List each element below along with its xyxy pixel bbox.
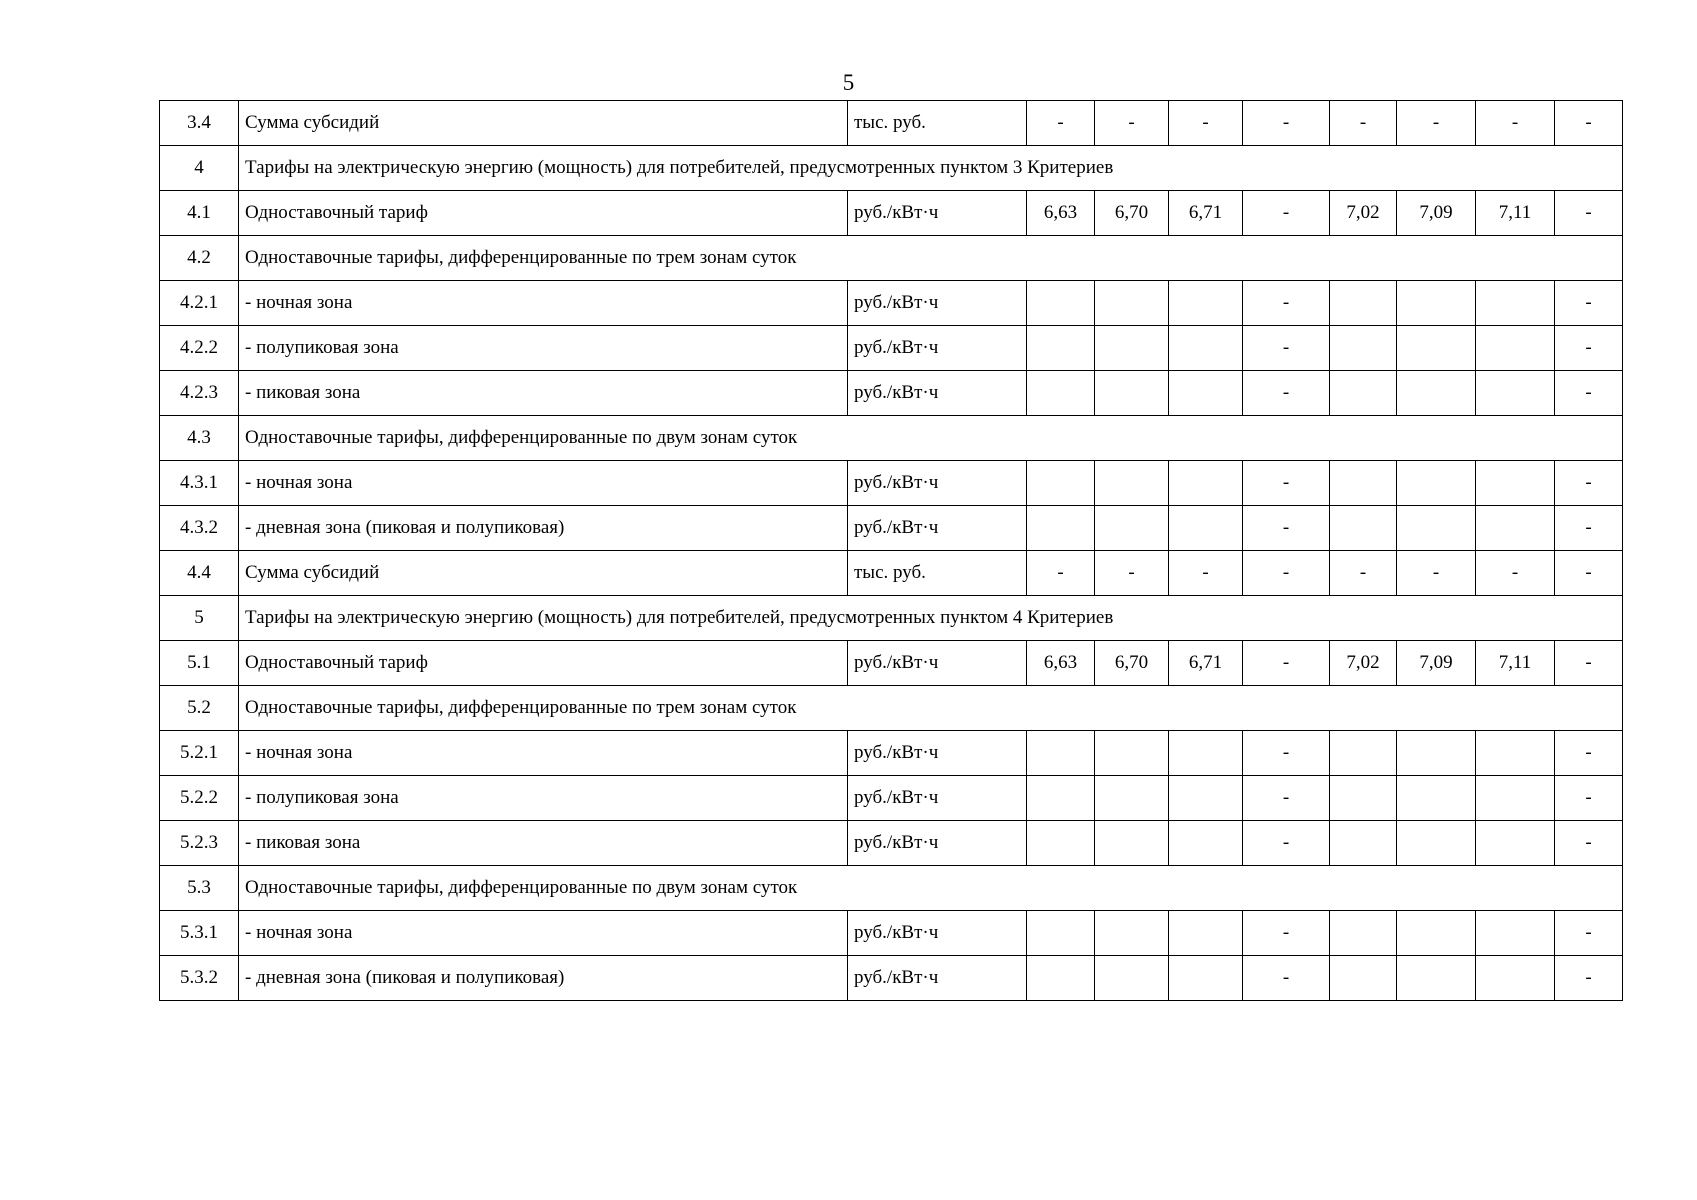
row-unit: руб./кВт·ч [848,731,1027,776]
row-name: - пиковая зона [239,371,848,416]
value-cell [1169,911,1243,956]
section-row [160,416,1623,461]
row-number: 4.2.1 [160,281,239,326]
row-name: - дневная зона (пиковая и полупиковая) [239,506,848,551]
row-name: - пиковая зона [239,821,848,866]
value-cell [1476,461,1555,506]
row-number: 5.2.3 [160,821,239,866]
value-cell [1095,461,1169,506]
value-cell: - [1555,821,1623,866]
row-number: 5.3 [160,866,239,911]
value-cell [1330,506,1397,551]
value-cell [1397,281,1476,326]
row-unit: руб./кВт·ч [848,641,1027,686]
value-cell: - [1330,551,1397,596]
row-number: 4.3 [160,416,239,461]
row-unit: руб./кВт·ч [848,191,1027,236]
value-cell [1095,911,1169,956]
value-cell: - [1027,551,1095,596]
value-cell: - [1243,461,1330,506]
value-cell [1027,371,1095,416]
value-cell: 6,63 [1027,191,1095,236]
section-title: Одноставочные тарифы, дифференцированные по двум зонам суток [239,416,1623,461]
row-number: 4.3.1 [160,461,239,506]
page-number-text: 5 [842,70,855,95]
value-cell [1027,821,1095,866]
value-cell [1476,821,1555,866]
value-cell: - [1169,551,1243,596]
row-unit: тыс. руб. [848,101,1027,146]
value-cell [1476,956,1555,1001]
row-number: 5.2 [160,686,239,731]
table-row [160,641,1623,686]
value-cell [1397,731,1476,776]
section-row [160,686,1623,731]
row-number: 5.2.2 [160,776,239,821]
row-name: - дневная зона (пиковая и полупиковая) [239,956,848,1001]
value-cell [1027,281,1095,326]
row-number: 5.2.1 [160,731,239,776]
row-unit: руб./кВт·ч [848,821,1027,866]
value-cell [1027,731,1095,776]
value-cell [1095,371,1169,416]
value-cell: - [1243,641,1330,686]
row-number: 5 [160,596,239,641]
value-cell: 7,09 [1397,191,1476,236]
row-unit: руб./кВт·ч [848,371,1027,416]
table-row [160,776,1623,821]
table-body [160,101,1623,1001]
table-row [160,551,1623,596]
row-name: Сумма субсидий [239,551,848,596]
value-cell: - [1555,776,1623,821]
table-row [160,731,1623,776]
value-cell: - [1243,326,1330,371]
page-number [0,70,1697,96]
table-row [160,956,1623,1001]
row-unit: руб./кВт·ч [848,326,1027,371]
value-cell: - [1555,551,1623,596]
row-name: - полупиковая зона [239,326,848,371]
value-cell [1169,731,1243,776]
value-cell [1027,956,1095,1001]
value-cell [1476,326,1555,371]
value-cell [1169,506,1243,551]
section-title: Одноставочные тарифы, дифференцированные по трем зонам суток [239,236,1623,281]
value-cell: - [1243,956,1330,1001]
value-cell [1476,281,1555,326]
value-cell: 7,09 [1397,641,1476,686]
row-unit: руб./кВт·ч [848,506,1027,551]
section-title: Одноставочные тарифы, дифференцированные по двум зонам суток [239,866,1623,911]
section-row [160,596,1623,641]
value-cell: - [1243,191,1330,236]
value-cell [1397,956,1476,1001]
row-unit: руб./кВт·ч [848,956,1027,1001]
value-cell [1397,506,1476,551]
value-cell [1330,911,1397,956]
value-cell: 6,71 [1169,191,1243,236]
value-cell: - [1476,101,1555,146]
value-cell: 6,71 [1169,641,1243,686]
row-name: - ночная зона [239,281,848,326]
value-cell [1169,776,1243,821]
value-cell [1476,776,1555,821]
value-cell: - [1243,506,1330,551]
value-cell [1027,326,1095,371]
table-row [160,191,1623,236]
value-cell: - [1095,101,1169,146]
value-cell [1397,326,1476,371]
value-cell [1169,371,1243,416]
value-cell: - [1555,731,1623,776]
section-title: Тарифы на электрическую энергию (мощность) для потребителей, предусмотренных пунктом 3 Критериев [239,146,1623,191]
table-row [160,281,1623,326]
value-cell: - [1243,371,1330,416]
section-row [160,146,1623,191]
value-cell: - [1555,371,1623,416]
value-cell: 6,70 [1095,641,1169,686]
row-unit: руб./кВт·ч [848,461,1027,506]
value-cell [1476,731,1555,776]
row-number: 5.3.2 [160,956,239,1001]
row-name: - ночная зона [239,911,848,956]
value-cell: - [1243,776,1330,821]
row-name: Сумма субсидий [239,101,848,146]
row-name: - ночная зона [239,461,848,506]
value-cell: - [1330,101,1397,146]
value-cell: - [1095,551,1169,596]
row-number: 4.3.2 [160,506,239,551]
row-number: 4.4 [160,551,239,596]
value-cell: - [1555,281,1623,326]
section-row [160,236,1623,281]
value-cell: - [1027,101,1095,146]
value-cell [1095,731,1169,776]
value-cell: - [1555,911,1623,956]
value-cell: - [1555,506,1623,551]
value-cell: - [1476,551,1555,596]
value-cell: 7,11 [1476,641,1555,686]
value-cell [1397,911,1476,956]
row-number: 4 [160,146,239,191]
row-name: Одноставочный тариф [239,641,848,686]
value-cell [1095,281,1169,326]
value-cell [1397,461,1476,506]
tariff-table [159,100,1623,1001]
value-cell: 6,70 [1095,191,1169,236]
value-cell [1095,506,1169,551]
table-row [160,326,1623,371]
value-cell: - [1243,281,1330,326]
row-name: - полупиковая зона [239,776,848,821]
value-cell: - [1555,101,1623,146]
value-cell: - [1555,461,1623,506]
value-cell [1397,821,1476,866]
row-number: 3.4 [160,101,239,146]
value-cell [1330,461,1397,506]
row-number: 4.2.2 [160,326,239,371]
value-cell [1476,506,1555,551]
value-cell [1027,911,1095,956]
table-row [160,821,1623,866]
row-number: 5.1 [160,641,239,686]
value-cell: - [1243,731,1330,776]
row-number: 4.2.3 [160,371,239,416]
value-cell [1397,776,1476,821]
value-cell [1027,776,1095,821]
section-title: Тарифы на электрическую энергию (мощность) для потребителей, предусмотренных пунктом 4 Критериев [239,596,1623,641]
value-cell [1330,956,1397,1001]
value-cell: - [1169,101,1243,146]
value-cell [1169,821,1243,866]
value-cell: - [1397,101,1476,146]
value-cell [1095,821,1169,866]
row-unit: руб./кВт·ч [848,911,1027,956]
value-cell [1095,776,1169,821]
value-cell [1169,956,1243,1001]
value-cell [1330,281,1397,326]
table-row [160,506,1623,551]
value-cell: 7,02 [1330,191,1397,236]
value-cell [1476,371,1555,416]
value-cell [1169,461,1243,506]
row-number: 4.1 [160,191,239,236]
value-cell [1095,956,1169,1001]
value-cell: - [1243,911,1330,956]
value-cell [1330,371,1397,416]
value-cell: - [1243,821,1330,866]
row-name: - ночная зона [239,731,848,776]
value-cell: - [1555,191,1623,236]
value-cell [1095,326,1169,371]
row-unit: тыс. руб. [848,551,1027,596]
value-cell [1330,731,1397,776]
row-number: 4.2 [160,236,239,281]
table-row [160,911,1623,956]
value-cell [1476,911,1555,956]
value-cell [1330,776,1397,821]
section-title: Одноставочные тарифы, дифференцированные по трем зонам суток [239,686,1623,731]
value-cell: - [1397,551,1476,596]
table-row [160,101,1623,146]
value-cell: 6,63 [1027,641,1095,686]
value-cell [1027,461,1095,506]
table-row [160,461,1623,506]
value-cell: - [1243,551,1330,596]
value-cell: - [1555,956,1623,1001]
row-name: Одноставочный тариф [239,191,848,236]
section-row [160,866,1623,911]
value-cell: 7,02 [1330,641,1397,686]
value-cell [1169,326,1243,371]
value-cell: - [1243,101,1330,146]
value-cell: - [1555,326,1623,371]
value-cell [1397,371,1476,416]
table-row [160,371,1623,416]
value-cell [1027,506,1095,551]
row-unit: руб./кВт·ч [848,281,1027,326]
value-cell [1330,821,1397,866]
row-unit: руб./кВт·ч [848,776,1027,821]
value-cell: 7,11 [1476,191,1555,236]
value-cell: - [1555,641,1623,686]
value-cell [1169,281,1243,326]
row-number: 5.3.1 [160,911,239,956]
value-cell [1330,326,1397,371]
